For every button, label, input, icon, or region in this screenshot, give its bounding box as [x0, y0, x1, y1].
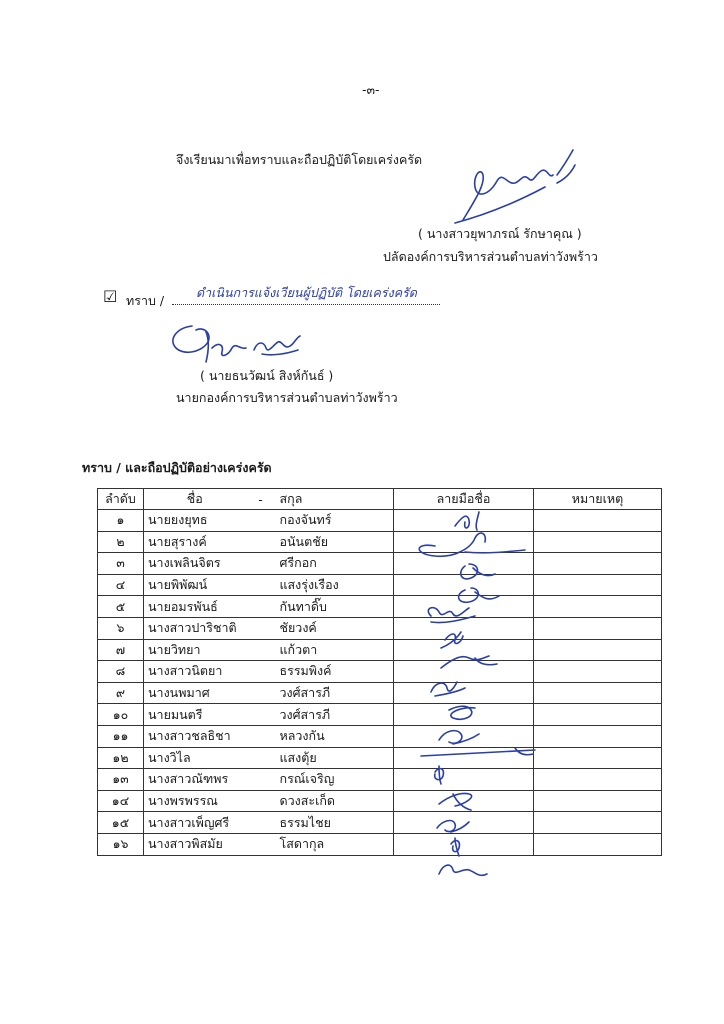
cell-first-name: นางเพลินจิตร: [144, 553, 276, 575]
cell-first-name: นายมนตรี: [144, 704, 276, 726]
cell-last-name: แสงรุ่งเรือง: [276, 574, 394, 596]
cell-no: ๑๕: [98, 812, 144, 834]
cell-remark: [534, 682, 662, 704]
table-row: [98, 725, 662, 747]
cell-last-name: วงศ์สารภี: [276, 682, 394, 704]
cell-remark: [534, 769, 662, 791]
table-row: [98, 704, 662, 726]
table-row: [98, 596, 662, 618]
table-title: ทราบ / และถือปฏิบัติอย่างเคร่งครัด: [82, 460, 272, 475]
table-row: [98, 617, 662, 639]
cell-remark: [534, 574, 662, 596]
acknowledge-dotted-line: [172, 304, 440, 305]
cell-no: ๑๐: [98, 704, 144, 726]
cell-remark: [534, 639, 662, 661]
checkbox-checked-icon: ☑: [103, 287, 118, 306]
cell-first-name: นางสาวชลธิชา: [144, 725, 276, 747]
cell-remark: [534, 510, 662, 532]
cell-remark: [534, 725, 662, 747]
cell-no: ๑๑: [98, 725, 144, 747]
cell-last-name: แสงตุ้ย: [276, 747, 394, 769]
table-signatures-overlay: [395, 508, 545, 880]
table-row: [98, 769, 662, 791]
cell-first-name: นางวิไล: [144, 747, 276, 769]
signer-2-position: นายกองค์การบริหารส่วนตำบลท่าวังพร้าว: [176, 390, 398, 405]
cell-first-name: นางสาวปาริชาติ: [144, 617, 276, 639]
header-dash: -: [246, 489, 276, 510]
cell-first-name: นายสุรางค์: [144, 531, 276, 553]
cell-last-name: วงศ์สารภี: [276, 704, 394, 726]
table-row: [98, 639, 662, 661]
cell-remark: [534, 747, 662, 769]
table-row: [98, 531, 662, 553]
table-row: [98, 553, 662, 575]
cell-first-name: นายยงยุทธ: [144, 510, 276, 532]
signer-1-name: ( นางสาวยุพาภรณ์ รักษาคุณ ): [418, 226, 582, 241]
signer-1-position: ปลัดองค์การบริหารส่วนตำบลท่าวังพร้าว: [383, 249, 598, 264]
cell-first-name: นางสาวนิตยา: [144, 661, 276, 683]
cell-no: ๑๓: [98, 769, 144, 791]
cell-no: ๙: [98, 682, 144, 704]
signature-2-image: [162, 318, 322, 368]
cell-no: ๒: [98, 531, 144, 553]
cell-last-name: กรณ์เจริญ: [276, 769, 394, 791]
table-row: [98, 747, 662, 769]
cell-remark: [534, 596, 662, 618]
cell-remark: [534, 617, 662, 639]
cell-last-name: ธรรมพิงค์: [276, 661, 394, 683]
table-row: [98, 510, 662, 532]
cell-first-name: นายอมรพันธ์: [144, 596, 276, 618]
closing-line: จึงเรียนมาเพื่อทราบและถือปฏิบัติโดยเคร่งครัด: [176, 152, 423, 167]
cell-first-name: นายวิทยา: [144, 639, 276, 661]
table-header-row: [98, 489, 662, 510]
cell-last-name: กันทาดิ๊บ: [276, 596, 394, 618]
cell-no: ๑: [98, 510, 144, 532]
table-row: [98, 682, 662, 704]
cell-remark: [534, 812, 662, 834]
cell-last-name: แก้วตา: [276, 639, 394, 661]
cell-no: ๖: [98, 617, 144, 639]
header-first-name: ชื่อ: [144, 489, 246, 510]
acknowledge-label: ทราบ /: [126, 293, 165, 308]
cell-first-name: นายพิพัฒน์: [144, 574, 276, 596]
cell-remark: [534, 553, 662, 575]
table-row: [98, 790, 662, 812]
cell-first-name: นางนพมาศ: [144, 682, 276, 704]
signature-1-image: [445, 145, 585, 230]
cell-no: ๑๖: [98, 833, 144, 855]
cell-remark: [534, 833, 662, 855]
cell-no: ๑๒: [98, 747, 144, 769]
cell-remark: [534, 531, 662, 553]
cell-no: ๑๔: [98, 790, 144, 812]
table-row: [98, 833, 662, 855]
table-row: [98, 812, 662, 834]
table-row: [98, 574, 662, 596]
cell-no: ๘: [98, 661, 144, 683]
header-remark: หมายเหตุ: [534, 489, 662, 510]
cell-no: ๕: [98, 596, 144, 618]
cell-last-name: กองจันทร์: [276, 510, 394, 532]
cell-no: ๓: [98, 553, 144, 575]
cell-remark: [534, 790, 662, 812]
cell-no: ๔: [98, 574, 144, 596]
cell-last-name: ธรรมไชย: [276, 812, 394, 834]
cell-last-name: ดวงสะเก็ด: [276, 790, 394, 812]
header-no: ลำดับ: [98, 489, 144, 510]
cell-last-name: โสดากุล: [276, 833, 394, 855]
cell-last-name: ศรีกอก: [276, 553, 394, 575]
cell-last-name: อนันตชัย: [276, 531, 394, 553]
cell-first-name: นางสาวเพ็ญศรี: [144, 812, 276, 834]
acknowledge-handwritten-note: ดำเนินการแจ้งเวียนผู้ปฏิบัติ โดยเคร่งครัด: [196, 285, 417, 300]
cell-first-name: นางสาวณัฑพร: [144, 769, 276, 791]
cell-first-name: นางสาวพิสมัย: [144, 833, 276, 855]
cell-no: ๗: [98, 639, 144, 661]
header-last-name: สกุล: [276, 489, 394, 510]
cell-remark: [534, 661, 662, 683]
page-number: -๓-: [362, 82, 380, 97]
header-signature: ลายมือชื่อ: [394, 489, 534, 510]
cell-last-name: ชัยวงค์: [276, 617, 394, 639]
cell-remark: [534, 704, 662, 726]
cell-first-name: นางพรพรรณ: [144, 790, 276, 812]
acknowledgement-table: [97, 488, 662, 856]
table-row: [98, 661, 662, 683]
cell-last-name: หลวงกัน: [276, 725, 394, 747]
signer-2-name: ( นายธนวัฒน์ สิงห์กันธ์ ): [200, 368, 334, 383]
